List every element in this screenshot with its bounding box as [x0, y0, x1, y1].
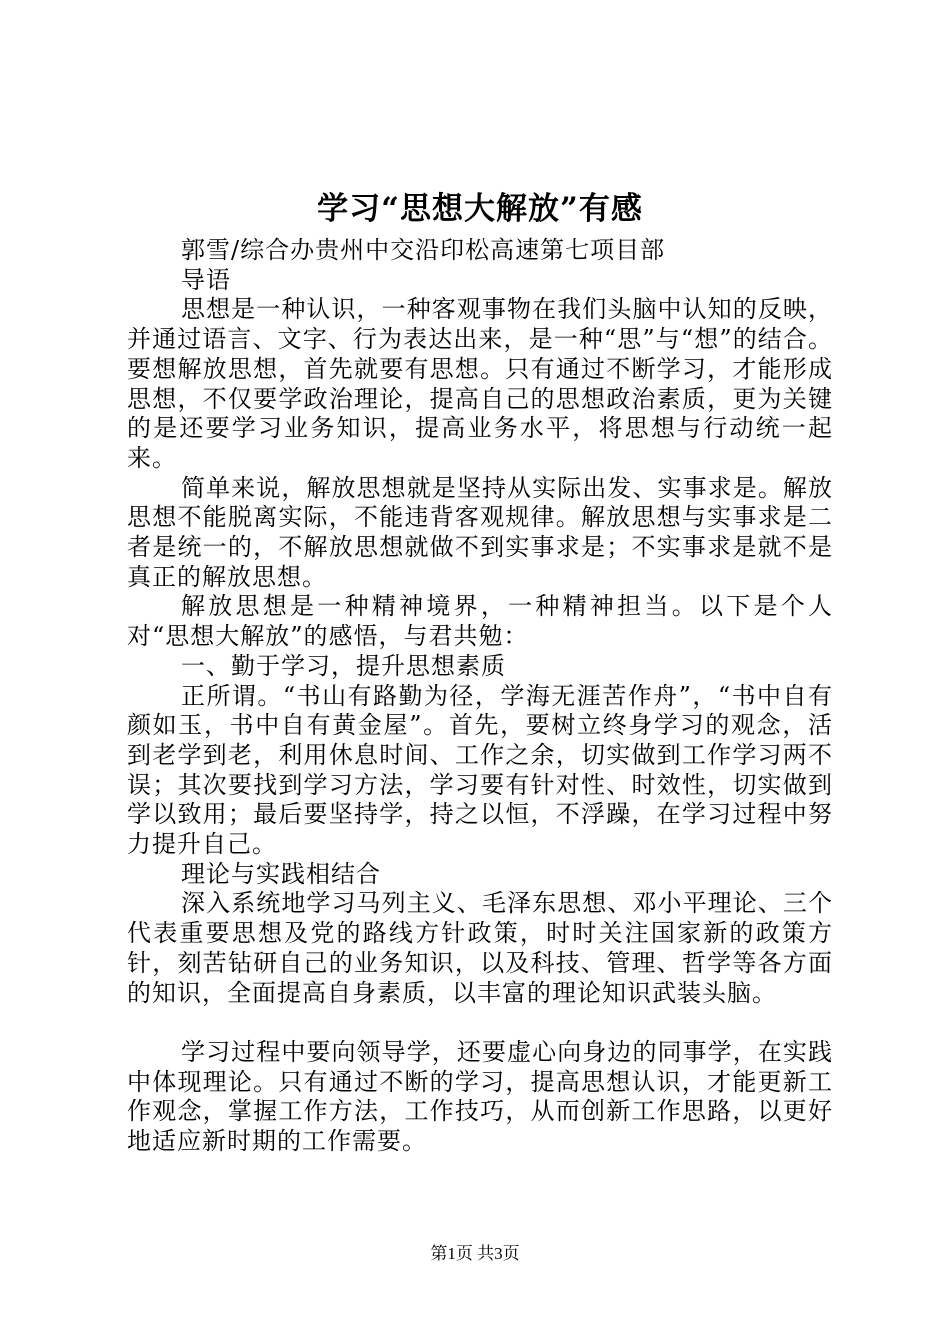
- section-heading-1: 一、勤于学习，提升思想素质: [181, 651, 506, 680]
- document-body: [127, 186, 833, 1157]
- paragraph: 思想是一种认识，一种客观事物在我们头脑中认知的反映，并通过语言、文字、行为表达出来，是一种“思”与“想”的结合。要想解放思想，首先就要有思想。只有通过不断学习，才能形成思想，不仅要学政治理论，提高自己的思想政治素质，更为关键的是还要学习业务知识，提高业务水平，将思想与行动统一起来。: [127, 295, 833, 472]
- paragraph: 解放思想是一种精神境界，一种精神担当。以下是个人对“思想大解放”的感悟，与君共勉：: [127, 592, 833, 651]
- paragraph: 简单来说，解放思想就是坚持从实际出发、实事求是。解放思想不能脱离实际，不能违背客观规律。解放思想与实事求是二者是统一的，不解放思想就做不到实事求是；不实事求是就不是真正的解放思想。: [127, 473, 833, 591]
- author-line: 郭雪/综合办贵州中交沿印松高速第七项目部: [181, 236, 666, 264]
- paragraph: 正所谓。“书山有路勤为径，学海无涯苦作舟”，“书中自有颜如玉，书中自有黄金屋”。首先，要树立终身学习的观念，活到老学到老，利用休息时间、工作之余，切实做到工作学习两不误；其次要找到学习方法，学习要有针对性、时效性，切实做到学以致用；最后要坚持学，持之以恒，不浮躁，在学习过程中努力提升自己。: [127, 681, 833, 859]
- page-footer: 第1页 共3页: [430, 1244, 520, 1263]
- blank-line: [127, 1008, 833, 1038]
- intro-heading: 导语: [181, 265, 231, 294]
- paragraph: 学习过程中要向领导学，还要虚心向身边的同事学，在实践中体现理论。只有通过不断的学习，提高思想认识，才能更新工作观念，掌握工作方法，工作技巧，从而创新工作思路，以更好地适应新时期的工作需要。: [127, 1037, 833, 1156]
- document-title: 学习“思想大解放”有感: [317, 191, 643, 227]
- section-heading-2: 理论与实践相结合: [181, 859, 381, 888]
- paragraph: 深入系统地学习马列主义、毛泽东思想、邓小平理论、三个代表重要思想及党的路线方针政策，时时关注国家新的政策方针，刻苦钻研自己的业务知识，以及科技、管理、哲学等各方面的知识，全面提高自身素质，以丰富的理论知识武装头脑。: [127, 889, 833, 1007]
